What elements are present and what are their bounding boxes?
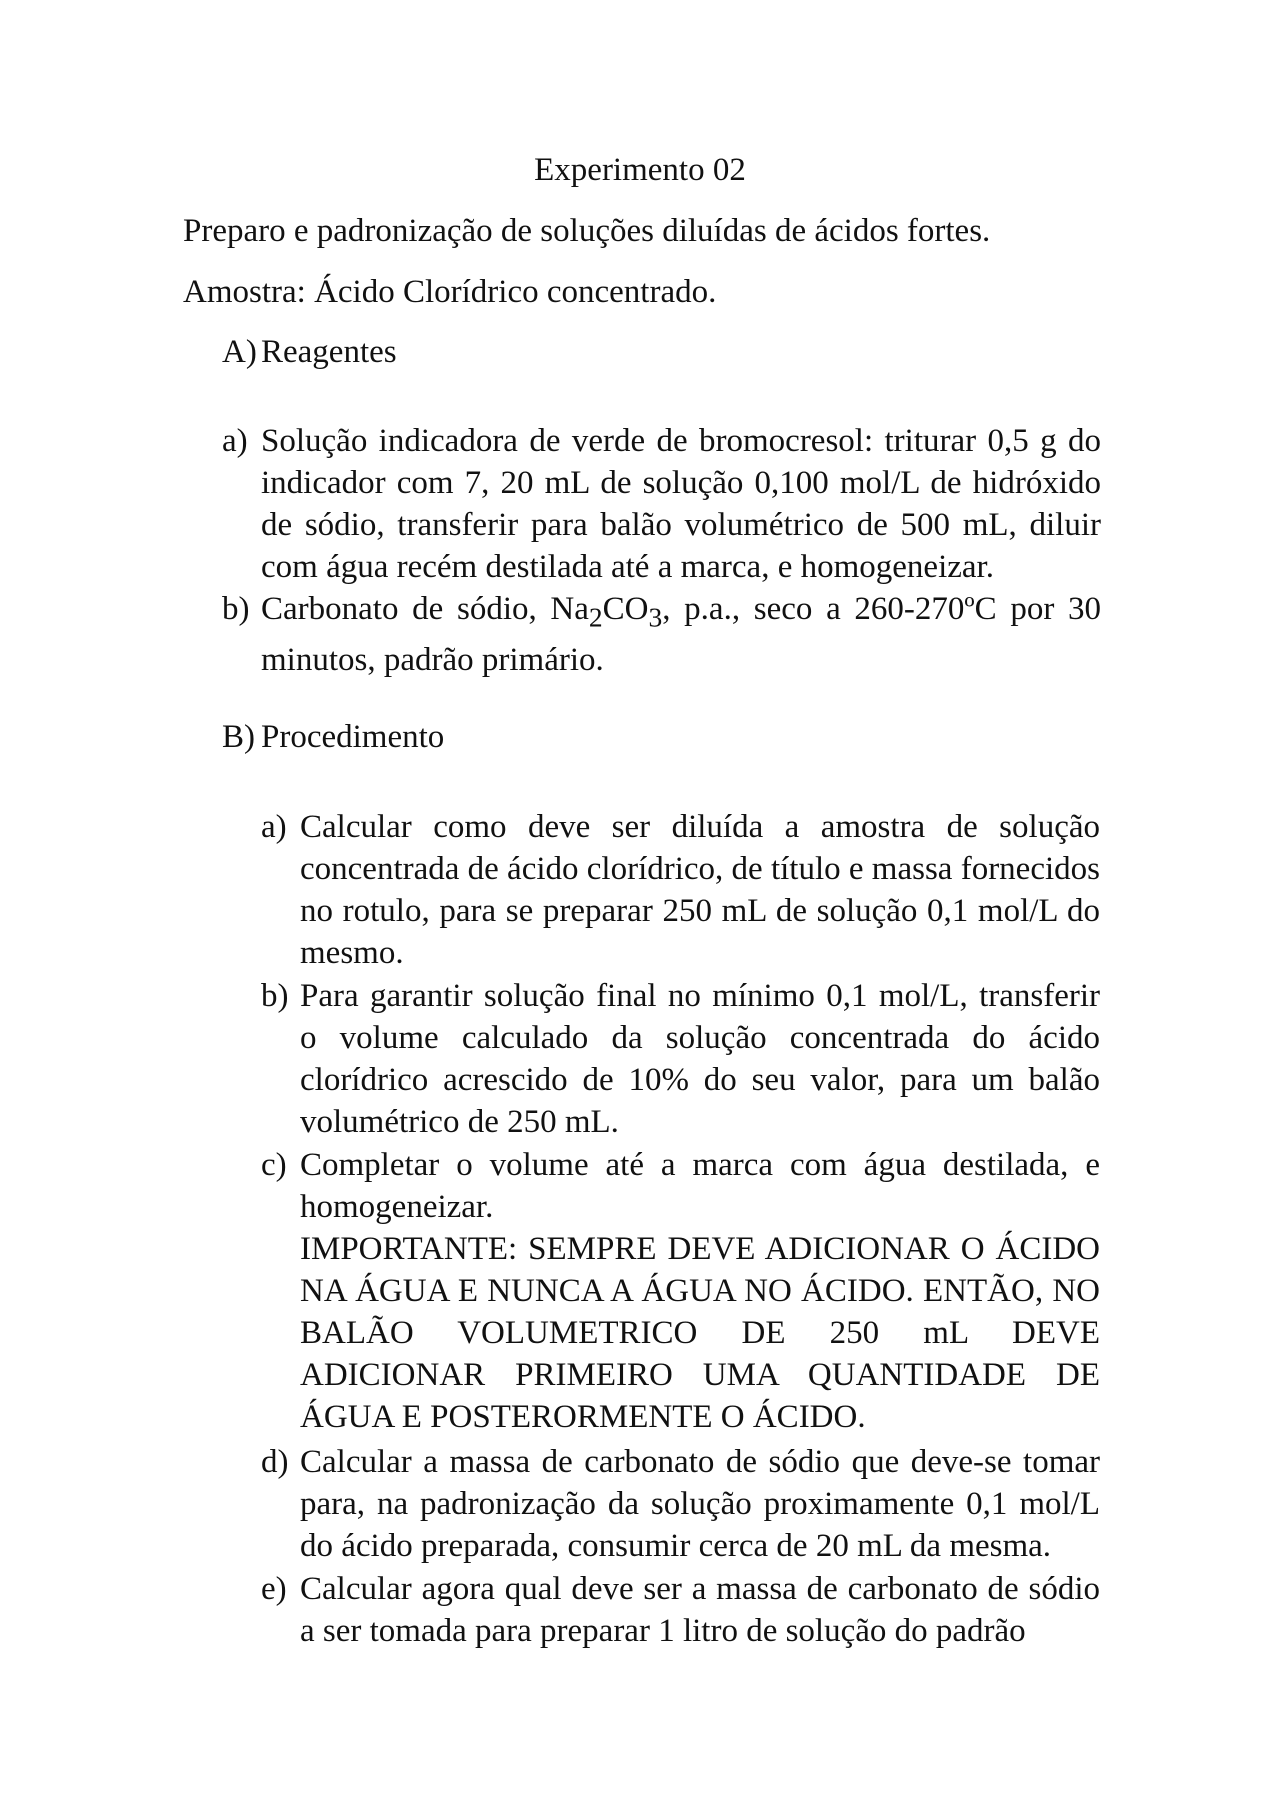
subscript: 3 [648, 601, 663, 633]
item-marker: a) [261, 809, 287, 845]
section-marker: B) [222, 719, 255, 755]
section-heading-text: Reagentes [261, 334, 397, 370]
item-marker: b) [222, 591, 250, 627]
subscript: 2 [588, 601, 603, 633]
item-marker: e) [261, 1571, 287, 1607]
item-marker: a) [222, 423, 248, 459]
procedure-item [261, 1568, 1100, 1652]
item-marker: c) [261, 1147, 287, 1183]
section-procedimento-heading [222, 717, 444, 757]
item-text-part: , p.a., seco a 260-270ºC por 30 minutos, padrão primário. [261, 591, 1101, 678]
item-text: Completar o volume até a marca com água destilada, e homogeneizar. [300, 1147, 1100, 1225]
item-text: Para garantir solução final no mínimo 0,1 mol/L, transferir o volume calculado da solução concentrada do ácido clorídrico acrescido de 10% do seu valor, para um balão volumétrico de 250 mL. [300, 978, 1100, 1140]
reagent-item [222, 420, 1101, 588]
document-subject: Preparo e padronização de soluções diluídas de ácidos fortes. [183, 213, 991, 249]
procedure-item [261, 1441, 1100, 1567]
document-title: Experimento 02 [534, 152, 746, 188]
item-text-part: Carbonato de sódio, Na [261, 591, 589, 627]
item-text: Solução indicadora de verde de bromocresol: triturar 0,5 g do indicador com 7, 20 mL de solução 0,100 mol/L de hidróxido de sódio, transferir para balão volumétrico de 500 mL, diluir com água recém destilada até a marca, e homogeneizar. [261, 423, 1101, 585]
item-text-part: CO [602, 591, 649, 627]
item-text: Calcular a massa de carbonato de sódio que deve-se tomar para, na padronização da solução proximamente 0,1 mol/L do ácido preparada, consumir cerca de 20 mL da mesma. [300, 1444, 1100, 1564]
procedure-item [261, 806, 1100, 974]
reagent-item [222, 588, 1101, 681]
important-notice: IMPORTANTE: SEMPRE DEVE ADICIONAR O ÁCIDO NA ÁGUA E NUNCA A ÁGUA NO ÁCIDO. ENTÃO, NO BALÃO VOLUMETRICO DE 250 mL DEVE ADICIONAR PRIMEIRO UMA QUANTIDADE DE ÁGUA E POSTERORMENTE O ÁCIDO. [300, 1231, 1100, 1435]
item-marker: b) [261, 978, 289, 1014]
section-heading-text: Procedimento [261, 719, 445, 755]
section-marker: A) [222, 334, 257, 370]
sample-line: Amostra: Ácido Clorídrico concentrado. [183, 274, 717, 310]
section-reagentes-heading [222, 332, 397, 372]
item-text: Calcular agora qual deve ser a massa de carbonato de sódio a ser tomada para preparar 1 litro de solução do padrão [300, 1571, 1100, 1649]
procedure-item [261, 975, 1100, 1143]
procedure-item [261, 1144, 1100, 1228]
item-marker: d) [261, 1444, 289, 1480]
item-text: Calcular como deve ser diluída a amostra de solução concentrada de ácido clorídrico, de título e massa fornecidos no rotulo, para se preparar 250 mL de solução 0,1 mol/L do mesmo. [300, 809, 1100, 971]
